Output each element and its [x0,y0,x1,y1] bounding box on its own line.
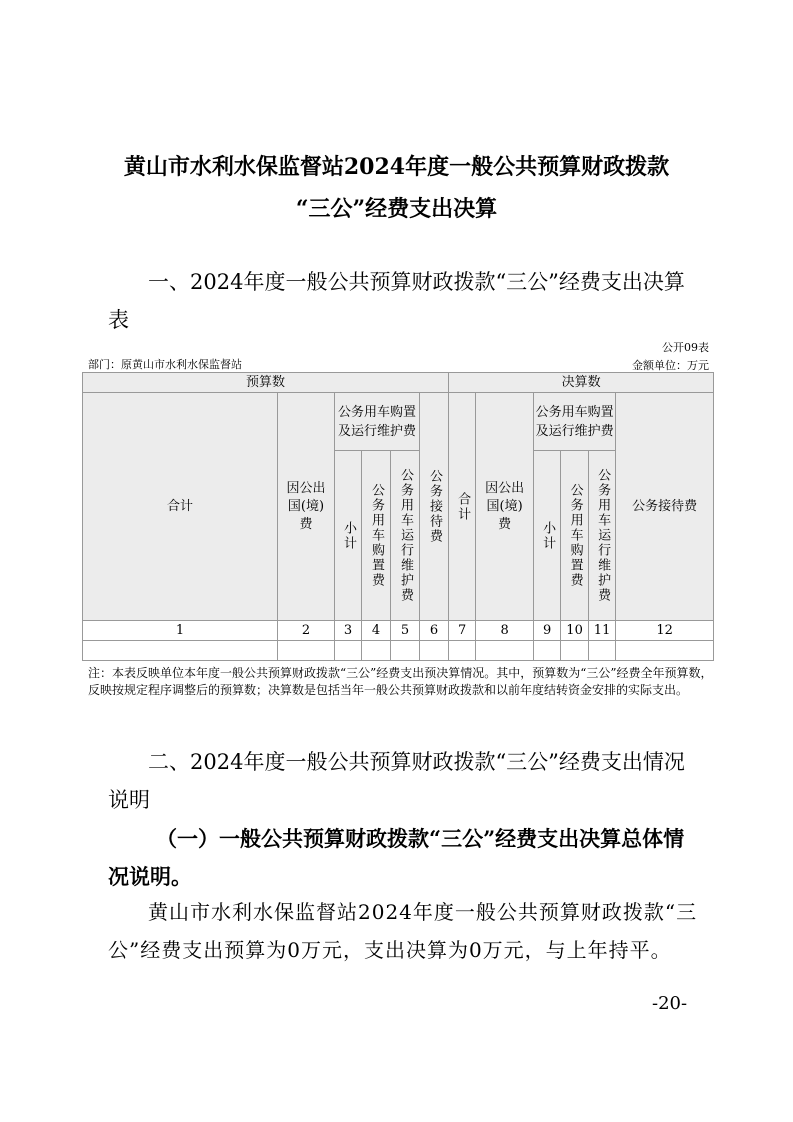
subsection1-heading: （一）一般公共预算财政拨款“三公”经费支出决算总体情况说明。 [108,826,685,889]
final-total-header: 合计 [449,393,476,621]
budget-abroad-header: 因公出国(境)费 [278,393,335,621]
three-public-expenses-table [82,372,714,661]
table-cell [616,641,714,661]
col-number: 11 [589,621,616,641]
column-number-row [83,621,714,641]
budget-vehicle-operation-header: 公务用车运行维护费 [391,451,420,621]
budget-vehicle-purchase-header: 公务用车购置费 [362,451,391,621]
table-cell [362,641,391,661]
section1-heading: 一、2024年度一般公共预算财政拨款“三公”经费支出决算表 [108,270,685,332]
table-note: 注：本表反映单位本年度一般公共预算财政拨款“三公”经费支出预决算情况。其中，预算数为“三公”经费全年预算数，反映按规定程序调整后的预算数；决算数是包括当年一般公共预算财政拨款和以前年度结转资金安排的实际支出。 [88,666,713,697]
table-cell [278,641,335,661]
budget-total-header: 合计 [83,393,278,621]
title-line-2: “三公”经费支出决算 [295,196,498,222]
col-number: 1 [83,621,278,641]
col-number: 7 [449,621,476,641]
budget-group-header: 预算数 [83,373,449,393]
col-number: 6 [420,621,449,641]
final-subtotal-header: 小计 [534,451,561,621]
col-number: 12 [616,621,714,641]
col-number: 3 [335,621,362,641]
budget-subtotal-header: 小计 [335,451,362,621]
table-cell [335,641,362,661]
col-number: 4 [362,621,391,641]
document-title [60,146,733,230]
budget-reception-header: 公务接待费 [420,393,449,621]
table-cell [420,641,449,661]
final-abroad-header: 因公出国(境)费 [476,393,534,621]
table-cell [561,641,589,661]
col-number: 2 [278,621,335,641]
section2-heading: 二、2024年度一般公共预算财政拨款“三公”经费支出情况说明 [108,750,685,812]
amount-unit: 金额单位：万元 [632,359,709,372]
final-vehicle-operation-header: 公务用车运行维护费 [589,451,616,621]
page-number: -20- [652,993,688,1014]
table-cell [449,641,476,661]
final-vehicle-group-header: 公务用车购置及运行维护费 [534,393,616,451]
budget-vehicle-group-header: 公务用车购置及运行维护费 [335,393,420,451]
final-group-header: 决算数 [449,373,714,393]
table-cell [476,641,534,661]
body-paragraph: 黄山市水利水保监督站2024年度一般公共预算财政拨款“三公”经费支出预算为0万元，支出决算为0万元，与上年持平。 [108,900,698,962]
col-number: 8 [476,621,534,641]
col-number: 10 [561,621,589,641]
table-cell [83,641,278,661]
table-cell [534,641,561,661]
final-reception-header: 公务接待费 [616,393,714,621]
col-number: 9 [534,621,561,641]
table-cell [391,641,420,661]
form-number: 公开09表 [662,341,709,354]
department-label: 部门：原黄山市水利水保监督站 [88,358,242,371]
title-line-1: 黄山市水利水保监督站2024年度一般公共预算财政拨款 [123,154,670,180]
final-vehicle-purchase-header: 公务用车购置费 [561,451,589,621]
table-row [83,641,714,661]
col-number: 5 [391,621,420,641]
table-cell [589,641,616,661]
